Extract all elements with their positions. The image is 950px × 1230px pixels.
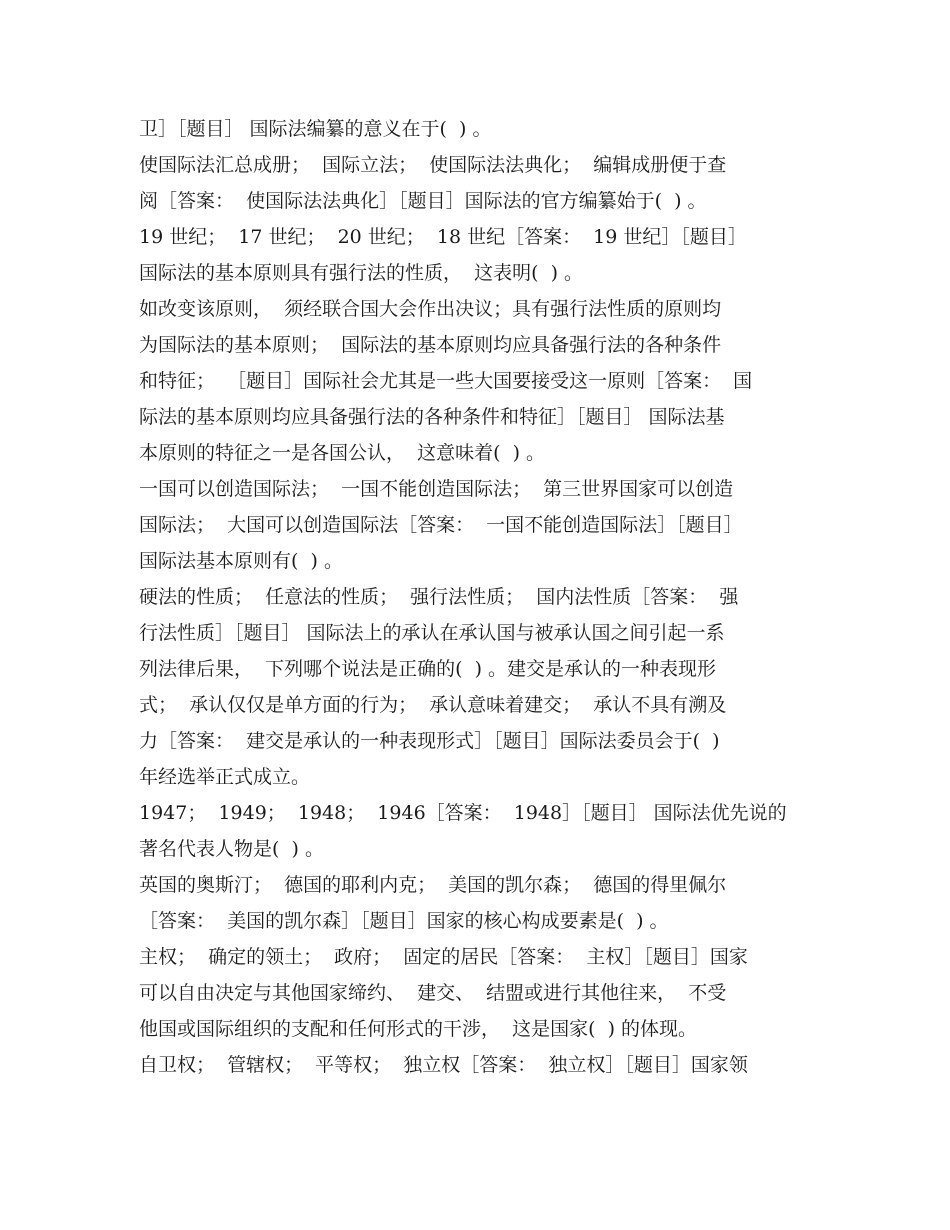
text-line: 可以自由决定与其他国家缔约、 建交、 结盟或进行其他往来， 不受	[139, 982, 727, 1004]
text-line: 主权； 确定的领土； 政府； 固定的居民［答案： 主权］［题目］国家	[139, 946, 748, 968]
text-line: 式； 承认仅仅是单方面的行为； 承认意味着建交； 承认不具有溯及	[139, 694, 727, 716]
text-line: 际法的基本原则均应具备强行法的各种条件和特征］［题目］ 国际法基	[139, 406, 725, 428]
text-line: 国际法基本原则有( ) 。	[139, 550, 343, 572]
text-line: 国际法的基本原则具有强行法的性质， 这表明( ) 。	[139, 262, 584, 284]
text-line: 一国可以创造国际法； 一国不能创造国际法； 第三世界国家可以创造	[139, 478, 734, 500]
text-line: 使国际法汇总成册； 国际立法； 使国际法法典化； 编辑成册便于查	[139, 154, 727, 176]
text-line: 1947； 1949； 1948； 1946［答案： 1948］［题目］ 国际法优先说的	[139, 802, 787, 824]
text-line: 卫］［题目］ 国际法编纂的意义在于( ) 。	[139, 118, 492, 140]
text-line: 19 世纪； 17 世纪； 20 世纪； 18 世纪［答案： 19 世纪］［题目］	[139, 226, 747, 248]
text-line: 本原则的特征之一是各国公认， 这意味着( ) 。	[139, 442, 546, 464]
text-line: 行法性质］［题目］ 国际法上的承认在承认国与被承认国之间引起一系	[139, 622, 725, 644]
text-line: 国际法； 大国可以创造国际法［答案： 一国不能创造国际法］［题目］	[139, 514, 743, 536]
text-line: 自卫权； 管辖权； 平等权； 独立权［答案： 独立权］［题目］国家领	[139, 1054, 748, 1076]
text-line: 硬法的性质； 任意法的性质； 强行法性质； 国内法性质［答案： 强	[139, 586, 739, 608]
text-line: 力［答案： 建交是承认的一种表现形式］［题目］国际法委员会于( )	[139, 730, 720, 752]
text-line: 列法律后果， 下列哪个说法是正确的( ) 。建交是承认的一种表现形	[139, 658, 717, 680]
text-line: 和特征； ［题目］国际社会尤其是一些大国要接受这一原则［答案： 国	[139, 370, 753, 392]
text-line: 如改变该原则， 须经联合国大会作出决议；具有强行法性质的原则均	[139, 298, 722, 320]
text-line: 著名代表人物是( ) 。	[139, 838, 324, 860]
document-body	[139, 111, 819, 1083]
text-line: 英国的奥斯汀； 德国的耶利内克； 美国的凯尔森； 德国的得里佩尔	[139, 874, 727, 896]
text-line: 他国或国际组织的支配和任何形式的干涉， 这是国家( ) 的体现。	[139, 1018, 698, 1040]
text-line: ［答案： 美国的凯尔森］［题目］国家的核心构成要素是( ) 。	[139, 910, 669, 932]
text-line: 阅［答案： 使国际法法典化］［题目］国际法的官方编纂始于( ) 。	[139, 190, 707, 212]
text-line: 为国际法的基本原则； 国际法的基本原则均应具备强行法的各种条件	[139, 334, 722, 356]
text-line: 年经选举正式成立。	[139, 766, 311, 788]
